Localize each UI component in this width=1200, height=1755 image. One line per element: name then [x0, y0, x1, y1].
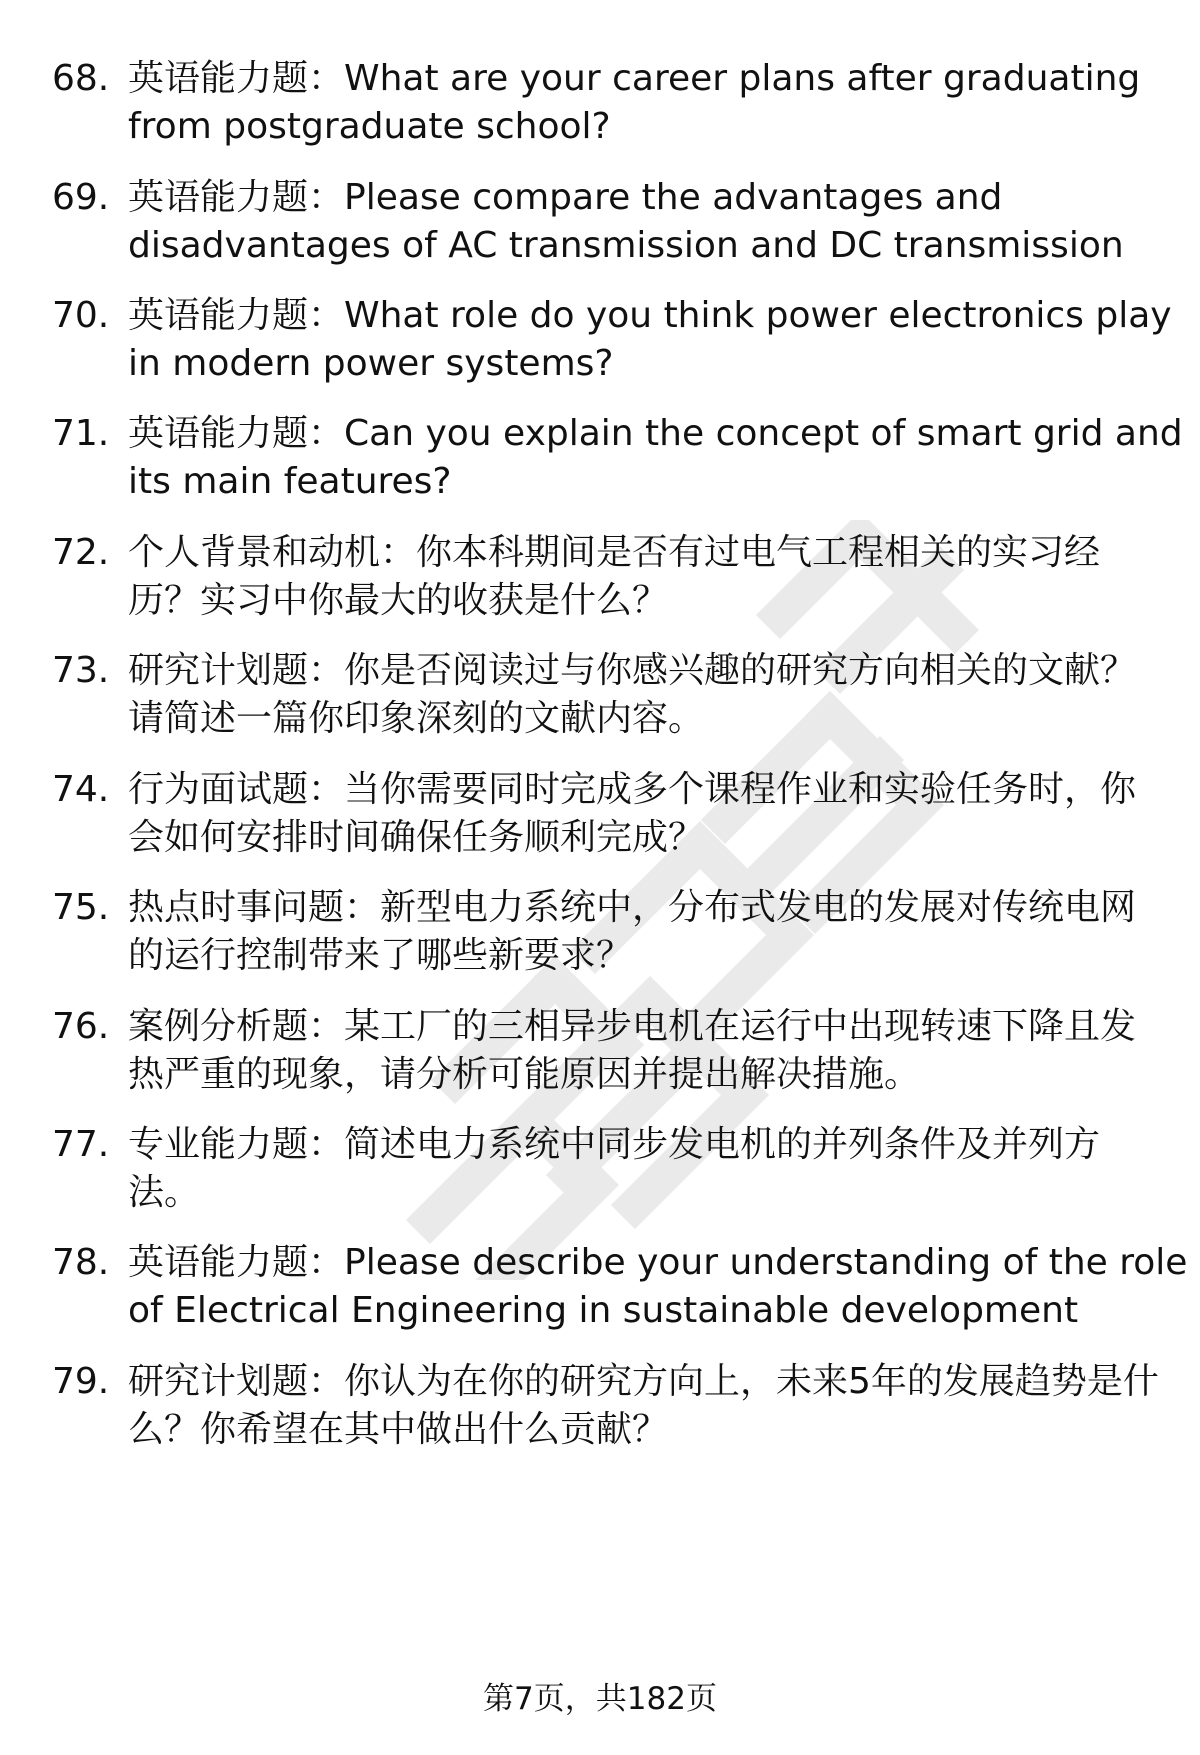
- question-number: 70.: [52, 295, 110, 336]
- question-line: from postgraduate school?: [128, 106, 611, 147]
- question-item-71: [52, 410, 1183, 506]
- question-line: 研究计划题：你是否阅读过与你感兴趣的研究方向相关的文献？: [128, 650, 1137, 691]
- question-text: [128, 884, 1162, 980]
- question-item-79: [52, 1358, 1162, 1454]
- question-item-76: [52, 1003, 1162, 1099]
- question-text: [128, 410, 1183, 506]
- question-line: 个人背景和动机：你本科期间是否有过电气工程相关的实习经: [128, 532, 1101, 573]
- question-line: 英语能力题：Can you explain the concept of smart grid and: [128, 413, 1183, 454]
- question-line: in modern power systems?: [128, 343, 614, 384]
- page-number-footer: 第7页，共182页: [483, 1681, 717, 1717]
- question-text: [128, 55, 1162, 151]
- question-number: 74.: [52, 769, 110, 810]
- question-line: 会如何安排时间确保任务顺利完成？: [128, 817, 705, 858]
- question-text: [128, 1239, 1188, 1335]
- question-text: [128, 766, 1162, 862]
- question-line: 英语能力题：Please describe your understanding of the role: [128, 1242, 1188, 1283]
- question-item-73: [52, 647, 1162, 743]
- question-line: 请简述一篇你印象深刻的文献内容。: [128, 698, 705, 739]
- question-text: [128, 647, 1162, 743]
- question-number: 69.: [52, 177, 110, 218]
- question-line: 热严重的现象，请分析可能原因并提出解决措施。: [128, 1054, 921, 1095]
- question-number: 79.: [52, 1361, 110, 1402]
- question-number: 77.: [52, 1124, 110, 1165]
- question-line: 么？你希望在其中做出什么贡献？: [128, 1409, 669, 1450]
- question-item-69: [52, 174, 1162, 270]
- question-number: 71.: [52, 413, 110, 454]
- question-line: 法。: [128, 1172, 201, 1213]
- question-item-77: [52, 1121, 1162, 1217]
- question-line: 研究计划题：你认为在你的研究方向上，未来5年的发展趋势是什: [128, 1361, 1159, 1402]
- question-text: [128, 1121, 1162, 1217]
- question-item-72: [52, 529, 1162, 625]
- question-number: 72.: [52, 532, 110, 573]
- question-line: 行为面试题：当你需要同时完成多个课程作业和实验任务时，你: [128, 769, 1137, 810]
- question-number: 75.: [52, 887, 110, 928]
- question-text: [128, 174, 1162, 270]
- question-line: 热点时事问题：新型电力系统中，分布式发电的发展对传统电网: [128, 887, 1137, 928]
- question-item-75: [52, 884, 1162, 980]
- question-line: 的运行控制带来了哪些新要求？: [128, 935, 633, 976]
- question-text: [128, 529, 1162, 625]
- question-text: [128, 1003, 1162, 1099]
- question-number: 76.: [52, 1006, 110, 1047]
- question-line: of Electrical Engineering in sustainable development: [128, 1290, 1079, 1331]
- question-line: 专业能力题：简述电力系统中同步发电机的并列条件及并列方: [128, 1124, 1101, 1165]
- question-item-78: [52, 1239, 1188, 1335]
- question-text: [128, 292, 1172, 388]
- question-item-74: [52, 766, 1162, 862]
- question-number: 78.: [52, 1242, 110, 1283]
- question-text: [128, 1358, 1162, 1454]
- question-line: 案例分析题：某工厂的三相异步电机在运行中出现转速下降且发: [128, 1006, 1137, 1047]
- question-item-70: [52, 292, 1172, 388]
- question-line: disadvantages of AC transmission and DC transmission: [128, 225, 1124, 266]
- question-item-68: [52, 55, 1162, 151]
- question-line: 英语能力题：Please compare the advantages and: [128, 177, 1003, 218]
- question-number: 68.: [52, 58, 110, 99]
- question-line: 英语能力题：What role do you think power electronics play: [128, 295, 1172, 336]
- question-line: its main features?: [128, 461, 452, 502]
- question-number: 73.: [52, 650, 110, 691]
- question-line: 英语能力题：What are your career plans after graduating: [128, 58, 1141, 99]
- question-line: 历？实习中你最大的收获是什么？: [128, 580, 669, 621]
